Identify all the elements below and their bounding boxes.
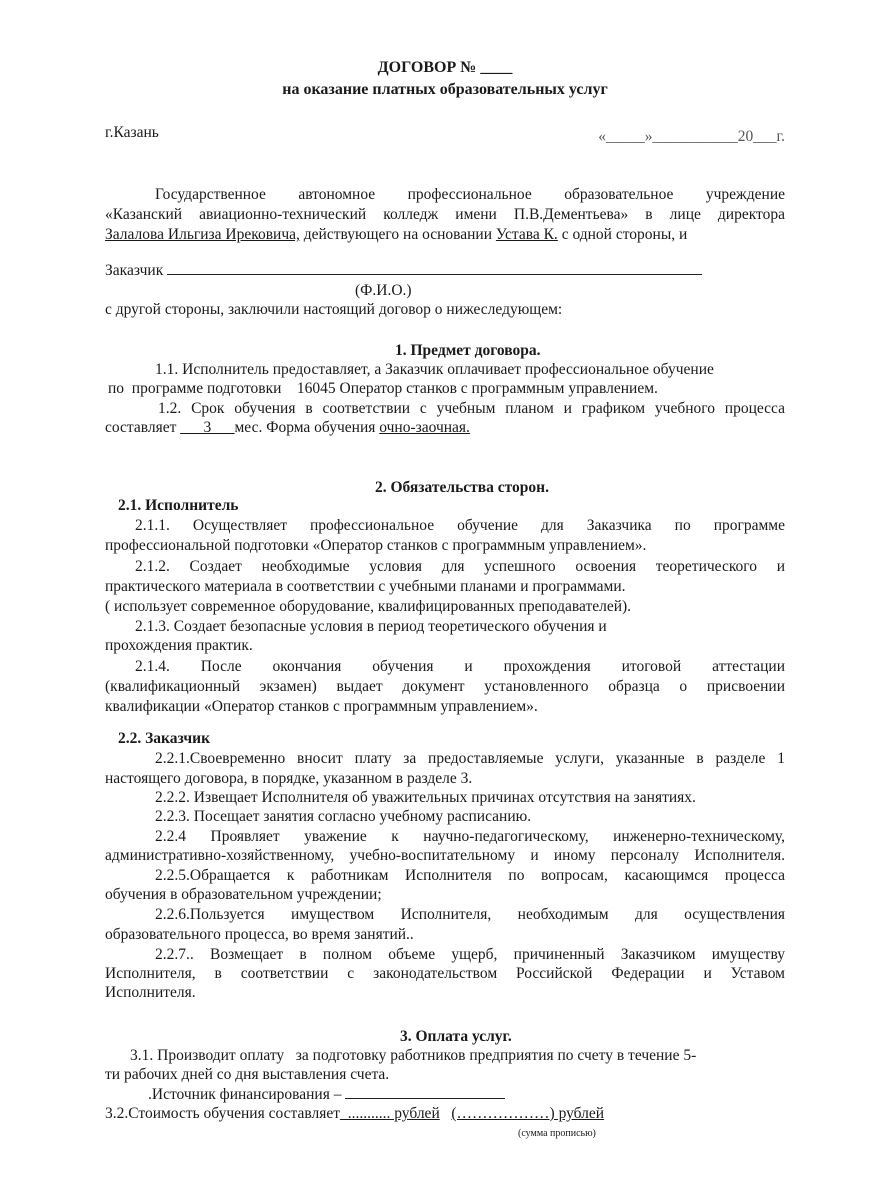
contract-date: «_____»___________20___г. <box>598 128 785 145</box>
city: г.Казань <box>105 124 159 141</box>
list-line: Исполнителя. <box>105 984 196 1001</box>
intro-line: Государственное автономное профессиональное образовательное учреждение <box>155 186 785 203</box>
funding-label: .Источник финансирования – <box>148 1086 342 1103</box>
list-line: практического материала в соответствии с учебными планами и программами. <box>105 578 626 595</box>
para: по программе подготовки 16045 Оператор станков с программным управлением. <box>108 380 658 397</box>
list-line: (квалификационный экзамен) выдает документ установленного образца о присвоении <box>105 678 785 695</box>
cost-words: (………………) рублей <box>451 1105 605 1122</box>
list-line: 2.2.1.Своевременно вносит плату за предоставляемые услуги, указанные в разделе 1 <box>155 750 785 767</box>
funding-line <box>148 1085 828 1104</box>
contract-title: ДОГОВОР № ____ <box>377 59 513 76</box>
para <box>105 418 785 437</box>
list-line: квалификации «Оператор станков с программным управлением». <box>105 698 538 715</box>
cost-label: 3.2.Стоимость обучения составляет <box>105 1105 340 1122</box>
list-line: 2.1.3. Создает безопасные условия в период теоретического обучения и <box>135 618 607 635</box>
list-line: 2.2.2. Извещает Исполнителя об уважительных причинах отсутствия на занятиях. <box>155 789 696 806</box>
customer-label: Заказчик <box>105 262 164 279</box>
para: ти рабочих дней со дня выставления счета. <box>105 1066 390 1083</box>
intro-text: действующего на основании <box>299 226 496 243</box>
study-form: очно-заочная. <box>379 419 470 436</box>
para: 1.2. Срок обучения в соответствии с учебным планом и графиком учебного процесса <box>158 400 785 417</box>
other-side: с другой стороны, заключили настоящий договор о нижеследующем: <box>105 301 563 318</box>
customer-line <box>105 261 785 280</box>
fio-caption: (Ф.И.О.) <box>355 282 412 299</box>
list-line: Исполнителя, в соответствии с законодательством Российской Федерации и Уставом <box>105 965 785 982</box>
cost-amount: _........... рублей <box>339 1105 440 1122</box>
intro-line: «Казанский авиационно-технический колледж имени П.В.Дементьева» в лице директора <box>105 206 785 223</box>
list-line: прохождения практик. <box>105 637 253 654</box>
list-line: 2.1.4. После окончания обучения и прохождения итоговой аттестации <box>135 658 785 675</box>
subsection-customer: 2.2. Заказчик <box>118 730 211 747</box>
list-line: 2.1.2. Создает необходимые условия для успешного освоения теоретического и <box>135 558 785 575</box>
list-line: административно-хозяйственному, учебно-воспитательному и иному персоналу Исполнителя. <box>105 847 785 864</box>
intro-text: с одной стороны, и <box>557 226 688 243</box>
list-line: обучения в образовательном учреждении; <box>105 886 382 903</box>
funding-field[interactable] <box>345 1098 505 1099</box>
list-line: настоящего договора, в порядке, указанном в разделе 3. <box>105 770 473 787</box>
cost-line <box>105 1104 785 1123</box>
para: 1.1. Исполнитель предоставляет, а Заказчик оплачивает профессиональное обучение <box>155 361 714 378</box>
list-line: образовательного процесса, во время занятий.. <box>105 926 414 943</box>
list-line: 2.2.5.Обращается к работникам Исполнителя по вопросам, касающимся процесса <box>155 867 785 884</box>
subsection-executor: 2.1. Исполнитель <box>118 497 239 514</box>
list-line: 2.2.3. Посещает занятия согласно учебному расписанию. <box>155 808 532 825</box>
term: ___3___ <box>180 419 235 436</box>
list-line: 2.1.1. Осуществляет профессиональное обучение для Заказчика по программе <box>135 517 785 534</box>
director-name: Залалова Ильгиза Ирековича, <box>105 226 300 243</box>
list-line: ( использует современное оборудование, квалифицированных преподавателей). <box>105 598 632 615</box>
cost-note: (сумма прописью) <box>518 1128 596 1139</box>
para-text: мес. Форма обучения <box>234 419 380 436</box>
list-line: 2.2.6.Пользуется имуществом Исполнителя, необходимым для осуществления <box>155 906 785 923</box>
section-3-title: 3. Оплата услуг. <box>400 1028 512 1045</box>
basis: Устава К. <box>495 226 558 243</box>
para: 3.1. Производит оплату за подготовку работников предприятия по счету в течение 5- <box>130 1047 697 1064</box>
intro-line <box>105 225 785 244</box>
list-line: 2.2.7.. Возмещает в полном объеме ущерб, причиненный Заказчиком имуществу <box>155 946 785 963</box>
section-1-title: 1. Предмет договора. <box>395 342 541 359</box>
list-line: профессиональной подготовки «Оператор станков с программным управлением». <box>105 537 647 554</box>
customer-field[interactable] <box>167 274 702 275</box>
para-text: составляет <box>105 419 181 436</box>
contract-subtitle: на оказание платных образовательных услуг <box>282 81 608 98</box>
section-2-title: 2. Обязательства сторон. <box>375 479 549 496</box>
list-line: 2.2.4 Проявляет уважение к научно-педагогическому, инженерно-техническому, <box>155 828 785 845</box>
